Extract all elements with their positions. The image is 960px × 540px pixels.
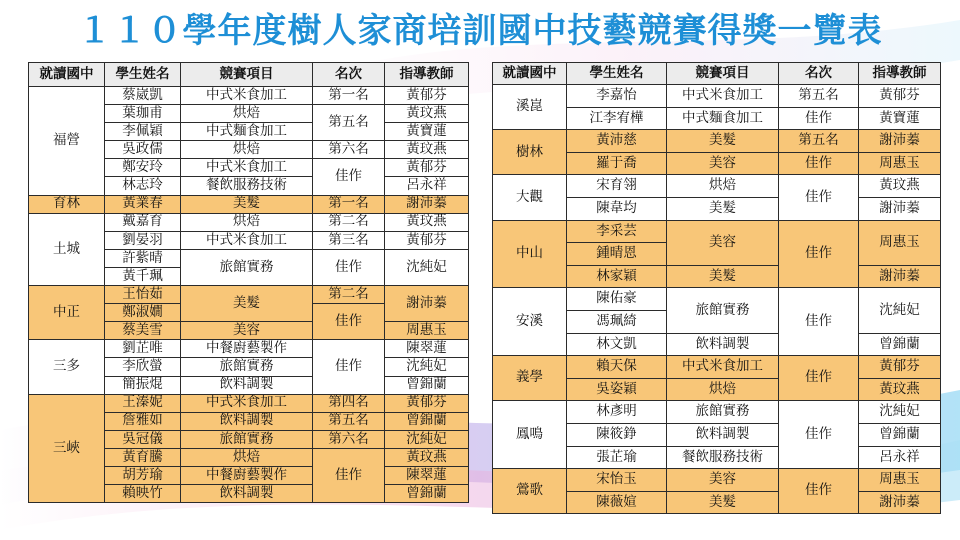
rank-cell: 佳作	[313, 448, 385, 502]
student-name-cell: 簡振焜	[105, 376, 181, 394]
header-student-name: 學生姓名	[567, 63, 667, 85]
rank-cell: 第二名	[313, 286, 385, 304]
event-cell: 美髮	[667, 197, 779, 220]
event-cell: 中餐廚藝製作	[181, 466, 313, 484]
student-name-cell: 賴映竹	[105, 485, 181, 503]
student-name-cell: 葉珈甫	[105, 105, 181, 123]
teacher-cell: 黃郁芬	[859, 85, 941, 108]
teacher-cell: 周惠玉	[385, 322, 469, 340]
event-cell: 中式米食加工	[181, 87, 313, 105]
teacher-cell: 沈純妃	[385, 430, 469, 448]
student-name-cell: 黃業春	[105, 195, 181, 213]
teacher-cell: 周惠玉	[859, 152, 941, 175]
teacher-cell: 黃寶蓮	[859, 107, 941, 130]
table-row	[29, 213, 469, 231]
event-cell: 中餐廚藝製作	[181, 340, 313, 358]
school-cell: 安溪	[493, 288, 567, 356]
student-name-cell: 林家穎	[567, 265, 667, 288]
event-cell: 中式米食加工	[667, 85, 779, 108]
school-cell: 三多	[29, 340, 105, 394]
rank-cell: 第一名	[313, 195, 385, 213]
event-cell: 旅館實務	[181, 249, 313, 285]
school-cell: 溪崑	[493, 85, 567, 130]
table-row	[493, 469, 941, 492]
student-name-cell: 馮珮綺	[567, 310, 667, 333]
rank-cell: 第五名	[779, 85, 859, 108]
teacher-cell: 沈純妃	[385, 358, 469, 376]
header-school: 就讀國中	[493, 63, 567, 85]
school-cell: 福營	[29, 87, 105, 196]
student-name-cell: 王怡茹	[105, 286, 181, 304]
teacher-cell: 沈純妃	[859, 401, 941, 424]
event-cell: 烘焙	[667, 175, 779, 198]
teacher-cell: 黃玟燕	[385, 105, 469, 123]
rank-cell: 第五名	[779, 130, 859, 153]
teacher-cell: 陳翠蓮	[385, 466, 469, 484]
teacher-cell: 謝沛蓁	[859, 265, 941, 288]
rank-cell: 佳作	[779, 288, 859, 356]
rank-cell: 佳作	[779, 220, 859, 288]
event-cell: 中式麵食加工	[181, 123, 313, 141]
event-cell: 飲料調製	[667, 333, 779, 356]
school-cell: 中正	[29, 286, 105, 340]
event-cell: 旅館實務	[667, 288, 779, 333]
table-row	[493, 130, 941, 153]
teacher-cell: 黃郁芬	[859, 356, 941, 379]
teacher-cell: 黃玟燕	[385, 448, 469, 466]
student-name-cell: 王溱妮	[105, 394, 181, 412]
rank-cell: 第五名	[313, 412, 385, 430]
event-cell: 旅館實務	[181, 430, 313, 448]
header-row	[29, 63, 469, 87]
rank-cell: 第四名	[313, 394, 385, 412]
teacher-cell: 謝沛蓁	[385, 195, 469, 213]
table-row	[29, 340, 469, 358]
event-cell: 飲料調製	[181, 376, 313, 394]
header-student-name: 學生姓名	[105, 63, 181, 87]
rank-cell: 佳作	[779, 356, 859, 401]
teacher-cell: 沈純妃	[859, 288, 941, 333]
student-name-cell: 黃沛慈	[567, 130, 667, 153]
event-cell: 烘焙	[181, 213, 313, 231]
table-row	[493, 220, 941, 243]
event-cell: 美容	[181, 322, 313, 340]
header-rank: 名次	[313, 63, 385, 87]
teacher-cell: 黃玟燕	[385, 141, 469, 159]
event-cell: 美髮	[181, 286, 313, 322]
rank-cell: 第六名	[313, 430, 385, 448]
teacher-cell: 黃郁芬	[385, 231, 469, 249]
student-name-cell: 黃千珮	[105, 267, 181, 285]
event-cell: 飲料調製	[181, 412, 313, 430]
teacher-cell: 周惠玉	[859, 469, 941, 492]
student-name-cell: 戴嘉育	[105, 213, 181, 231]
school-cell: 鶯歌	[493, 469, 567, 514]
awards-table-left	[28, 62, 469, 503]
student-name-cell: 劉晏羽	[105, 231, 181, 249]
student-name-cell: 黃育騰	[105, 448, 181, 466]
student-name-cell: 陳佑豪	[567, 288, 667, 311]
student-name-cell: 李佩穎	[105, 123, 181, 141]
rank-cell: 第一名	[313, 87, 385, 105]
student-name-cell: 鍾晴恩	[567, 243, 667, 266]
event-cell: 美容	[667, 152, 779, 175]
table-row	[493, 175, 941, 198]
student-name-cell: 李欣螢	[105, 358, 181, 376]
event-cell: 旅館實務	[667, 401, 779, 424]
student-name-cell: 張芷瑜	[567, 446, 667, 469]
table-row	[493, 356, 941, 379]
event-cell: 中式米食加工	[181, 394, 313, 412]
rank-cell: 佳作	[779, 152, 859, 175]
student-name-cell: 陳薇媗	[567, 491, 667, 514]
teacher-cell: 黃玟燕	[859, 378, 941, 401]
rank-cell: 佳作	[313, 340, 385, 394]
rank-cell: 佳作	[779, 401, 859, 469]
school-cell: 義學	[493, 356, 567, 401]
student-name-cell: 胡芳瑜	[105, 466, 181, 484]
student-name-cell: 吳政儒	[105, 141, 181, 159]
teacher-cell: 謝沛蓁	[385, 286, 469, 322]
teacher-cell: 黃玟燕	[385, 213, 469, 231]
teacher-cell: 周惠玉	[859, 220, 941, 265]
event-cell: 美髮	[667, 491, 779, 514]
student-name-cell: 賴天保	[567, 356, 667, 379]
table-row	[29, 87, 469, 105]
teacher-cell: 謝沛蓁	[859, 130, 941, 153]
event-cell: 中式米食加工	[181, 231, 313, 249]
teacher-cell: 黃郁芬	[385, 159, 469, 177]
rank-cell: 第六名	[313, 141, 385, 159]
header-teacher: 指導教師	[385, 63, 469, 87]
school-cell: 中山	[493, 220, 567, 288]
event-cell: 美容	[667, 469, 779, 492]
student-name-cell: 江李宥樺	[567, 107, 667, 130]
student-name-cell: 蔡崴凱	[105, 87, 181, 105]
event-cell: 美髮	[667, 265, 779, 288]
event-cell: 飲料調製	[181, 485, 313, 503]
event-cell: 中式米食加工	[667, 356, 779, 379]
event-cell: 美髮	[667, 130, 779, 153]
teacher-cell: 沈純妃	[385, 249, 469, 285]
rank-cell: 第三名	[313, 231, 385, 249]
event-cell: 烘焙	[181, 448, 313, 466]
event-cell: 烘焙	[181, 105, 313, 123]
rank-cell: 佳作	[779, 469, 859, 514]
event-cell: 餐飲服務技術	[181, 177, 313, 195]
student-name-cell: 羅于喬	[567, 152, 667, 175]
event-cell: 美髮	[181, 195, 313, 213]
page-title: １１０學年度樹人家商培訓國中技藝競賽得獎一覽表	[77, 11, 883, 51]
table-row	[29, 195, 469, 213]
event-cell: 餐飲服務技術	[667, 446, 779, 469]
table-row	[29, 394, 469, 412]
header-rank: 名次	[779, 63, 859, 85]
student-name-cell: 鄭淑嫺	[105, 304, 181, 322]
teacher-cell: 呂永祥	[859, 446, 941, 469]
student-name-cell: 蔡美雪	[105, 322, 181, 340]
student-name-cell: 林文凱	[567, 333, 667, 356]
student-name-cell: 林志玲	[105, 177, 181, 195]
header-school: 就讀國中	[29, 63, 105, 87]
teacher-cell: 曾錦蘭	[859, 423, 941, 446]
event-cell: 中式麵食加工	[667, 107, 779, 130]
event-cell: 烘焙	[667, 378, 779, 401]
rank-cell: 佳作	[313, 159, 385, 195]
teacher-cell: 陳翠蓮	[385, 340, 469, 358]
rank-cell: 佳作	[313, 249, 385, 285]
header-event: 競賽項目	[667, 63, 779, 85]
student-name-cell: 李采芸	[567, 220, 667, 243]
school-cell: 樹林	[493, 130, 567, 175]
awards-table-right	[492, 62, 941, 514]
teacher-cell: 曾錦蘭	[385, 412, 469, 430]
student-name-cell: 詹雅如	[105, 412, 181, 430]
teacher-cell: 謝沛蓁	[859, 197, 941, 220]
teacher-cell: 黃玟燕	[859, 175, 941, 198]
school-cell: 三峽	[29, 394, 105, 503]
table-row	[29, 286, 469, 304]
school-cell: 大觀	[493, 175, 567, 220]
rank-cell: 佳作	[313, 304, 385, 340]
teacher-cell: 呂永祥	[385, 177, 469, 195]
student-name-cell: 鄭安玲	[105, 159, 181, 177]
student-name-cell: 陳筱錚	[567, 423, 667, 446]
student-name-cell: 林彥明	[567, 401, 667, 424]
table-row	[493, 85, 941, 108]
student-name-cell: 吳姿穎	[567, 378, 667, 401]
rank-cell: 佳作	[779, 175, 859, 220]
header-teacher: 指導教師	[859, 63, 941, 85]
student-name-cell: 劉芷唯	[105, 340, 181, 358]
teacher-cell: 黃郁芬	[385, 394, 469, 412]
school-cell: 土城	[29, 213, 105, 285]
teacher-cell: 曾錦蘭	[385, 485, 469, 503]
event-cell: 旅館實務	[181, 358, 313, 376]
student-name-cell: 宋育翎	[567, 175, 667, 198]
student-name-cell: 陳韋均	[567, 197, 667, 220]
event-cell: 中式米食加工	[181, 159, 313, 177]
rank-cell: 第五名	[313, 105, 385, 141]
teacher-cell: 黃寶蓮	[385, 123, 469, 141]
student-name-cell: 吳冠儀	[105, 430, 181, 448]
table-row	[493, 401, 941, 424]
teacher-cell: 黃郁芬	[385, 87, 469, 105]
header-row	[493, 63, 941, 85]
rank-cell: 佳作	[779, 107, 859, 130]
rank-cell: 第二名	[313, 213, 385, 231]
event-cell: 烘焙	[181, 141, 313, 159]
teacher-cell: 曾錦蘭	[859, 333, 941, 356]
teacher-cell: 謝沛蓁	[859, 491, 941, 514]
student-name-cell: 許紫晴	[105, 249, 181, 267]
school-cell: 育林	[29, 195, 105, 213]
event-cell: 美容	[667, 220, 779, 265]
school-cell: 鳳鳴	[493, 401, 567, 469]
header-event: 競賽項目	[181, 63, 313, 87]
table-row	[493, 288, 941, 311]
student-name-cell: 宋怡玉	[567, 469, 667, 492]
teacher-cell: 曾錦蘭	[385, 376, 469, 394]
student-name-cell: 李嘉怡	[567, 85, 667, 108]
event-cell: 飲料調製	[667, 423, 779, 446]
